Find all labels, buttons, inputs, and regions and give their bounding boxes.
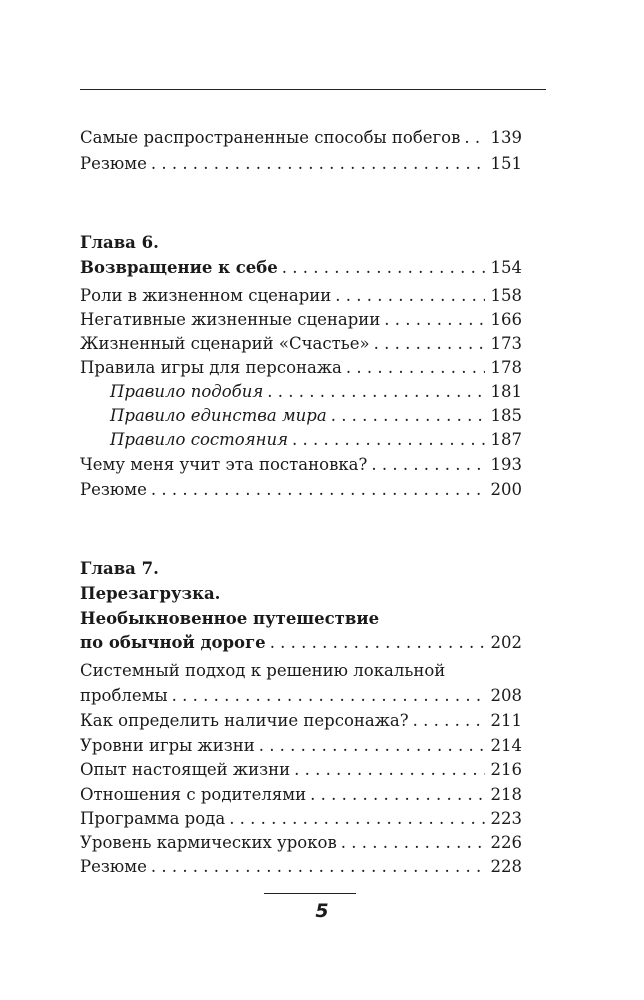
page-number: 5 bbox=[315, 900, 329, 922]
dot-leader bbox=[413, 708, 485, 734]
dot-leader bbox=[270, 630, 485, 656]
toc-entry[interactable] bbox=[80, 782, 522, 808]
toc-entry[interactable] bbox=[80, 708, 522, 734]
toc-entry-page: 181 bbox=[490, 382, 522, 401]
toc-entry-title: Возвращение к себе bbox=[80, 258, 278, 277]
toc-entry-page: 151 bbox=[490, 154, 522, 173]
toc-entry-title: Жизненный сценарий «Счастье» bbox=[80, 334, 370, 353]
toc-entry-page: 202 bbox=[490, 633, 522, 652]
toc-entry-title: проблемы bbox=[80, 686, 168, 705]
toc-entry[interactable] bbox=[80, 307, 522, 333]
toc-entry-title: Уровни игры жизни bbox=[80, 736, 255, 755]
toc-entry[interactable] bbox=[80, 806, 522, 832]
dot-leader bbox=[331, 403, 485, 429]
top-rule bbox=[80, 89, 546, 90]
dot-leader bbox=[310, 782, 484, 808]
toc-entry-title: Роли в жизненном сценарии bbox=[80, 286, 332, 305]
dot-leader bbox=[282, 255, 485, 281]
chapter-6-title-entry[interactable] bbox=[80, 255, 522, 281]
toc-entry-page: 211 bbox=[490, 711, 522, 730]
toc-entry-title: Самые распространенные способы побегов bbox=[80, 128, 461, 147]
toc-entry[interactable] bbox=[80, 477, 522, 503]
toc-entry-page: 214 bbox=[490, 736, 522, 755]
toc-entry-page: 193 bbox=[490, 455, 522, 474]
toc-entry-page: 223 bbox=[490, 809, 522, 828]
dot-leader bbox=[151, 854, 485, 880]
toc-entry-title: Программа рода bbox=[80, 809, 226, 828]
chapter-7-title-entry[interactable] bbox=[80, 630, 522, 656]
dot-leader bbox=[464, 125, 484, 151]
toc-entry[interactable] bbox=[80, 125, 522, 151]
toc-entry-page: 200 bbox=[490, 480, 522, 499]
toc-entry-page: 208 bbox=[490, 686, 522, 705]
toc-entry-title: Уровень кармических уроков bbox=[80, 833, 337, 852]
toc-entry-title: Как определить наличие персонажа? bbox=[80, 711, 409, 730]
toc-entry-page: 228 bbox=[490, 857, 522, 876]
chapter-6-heading: Глава 6. bbox=[80, 233, 159, 252]
toc-entry-page: 154 bbox=[490, 258, 522, 277]
toc-entry[interactable] bbox=[80, 283, 522, 309]
toc-entry-page: 139 bbox=[490, 128, 522, 147]
toc-subentry[interactable] bbox=[110, 379, 522, 405]
toc-entry-title: Правила игры для персонажа bbox=[80, 358, 342, 377]
toc-entry-title: Резюме bbox=[80, 480, 147, 499]
dot-leader bbox=[292, 427, 484, 453]
toc-entry-title: Отношения с родителями bbox=[80, 785, 307, 804]
dot-leader bbox=[346, 355, 485, 381]
dot-leader bbox=[267, 379, 484, 405]
toc-subentry[interactable] bbox=[110, 427, 522, 453]
toc-entry-page: 187 bbox=[490, 430, 522, 449]
toc-entry-title: Негативные жизненные сценарии bbox=[80, 310, 381, 329]
toc-entry-title: Резюме bbox=[80, 857, 147, 876]
dot-leader bbox=[172, 683, 485, 709]
toc-entry-page: 216 bbox=[490, 760, 522, 779]
toc-entry-page: 185 bbox=[490, 406, 522, 425]
toc-entry-title: Правило единства мира bbox=[110, 406, 327, 425]
toc-entry[interactable] bbox=[80, 151, 522, 177]
toc-entry[interactable] bbox=[80, 452, 522, 478]
toc-entry-title: Чему меня учит эта постановка? bbox=[80, 455, 368, 474]
dot-leader bbox=[151, 151, 485, 177]
chapter-7-title-line1: Перезагрузка. bbox=[80, 584, 221, 603]
toc-entry-title: Правило состояния bbox=[110, 430, 289, 449]
toc-entry[interactable] bbox=[80, 683, 522, 709]
toc-entry-page: 178 bbox=[490, 358, 522, 377]
toc-entry-page: 173 bbox=[490, 334, 522, 353]
dot-leader bbox=[341, 830, 485, 856]
toc-entry-page: 218 bbox=[490, 785, 522, 804]
toc-entry[interactable] bbox=[80, 331, 522, 357]
toc-entry-title: по обычной дороге bbox=[80, 633, 266, 652]
chapter-7-title-line2: Необыкновенное путешествие bbox=[80, 609, 380, 628]
toc-entry-title-line1[interactable]: Системный подход к решению локальной bbox=[80, 661, 446, 680]
toc-entry-title: Резюме bbox=[80, 154, 147, 173]
dot-leader bbox=[259, 733, 485, 759]
footer-rule bbox=[264, 893, 356, 894]
toc-entry-page: 158 bbox=[490, 286, 522, 305]
toc-entry-title: Опыт настоящей жизни bbox=[80, 760, 291, 779]
toc-entry-title: Правило подобия bbox=[110, 382, 264, 401]
toc-entry[interactable] bbox=[80, 733, 522, 759]
toc-entry[interactable] bbox=[80, 854, 522, 880]
toc-entry-page: 166 bbox=[490, 310, 522, 329]
toc-entry[interactable] bbox=[80, 830, 522, 856]
dot-leader bbox=[371, 452, 484, 478]
dot-leader bbox=[335, 283, 484, 309]
toc-entry[interactable] bbox=[80, 355, 522, 381]
chapter-7-heading: Глава 7. bbox=[80, 559, 159, 578]
dot-leader bbox=[384, 307, 484, 333]
toc-subentry[interactable] bbox=[110, 403, 522, 429]
toc-entry-page: 226 bbox=[490, 833, 522, 852]
dot-leader bbox=[151, 477, 485, 503]
dot-leader bbox=[374, 331, 485, 357]
dot-leader bbox=[229, 806, 484, 832]
toc-entry[interactable] bbox=[80, 757, 522, 783]
dot-leader bbox=[294, 757, 484, 783]
